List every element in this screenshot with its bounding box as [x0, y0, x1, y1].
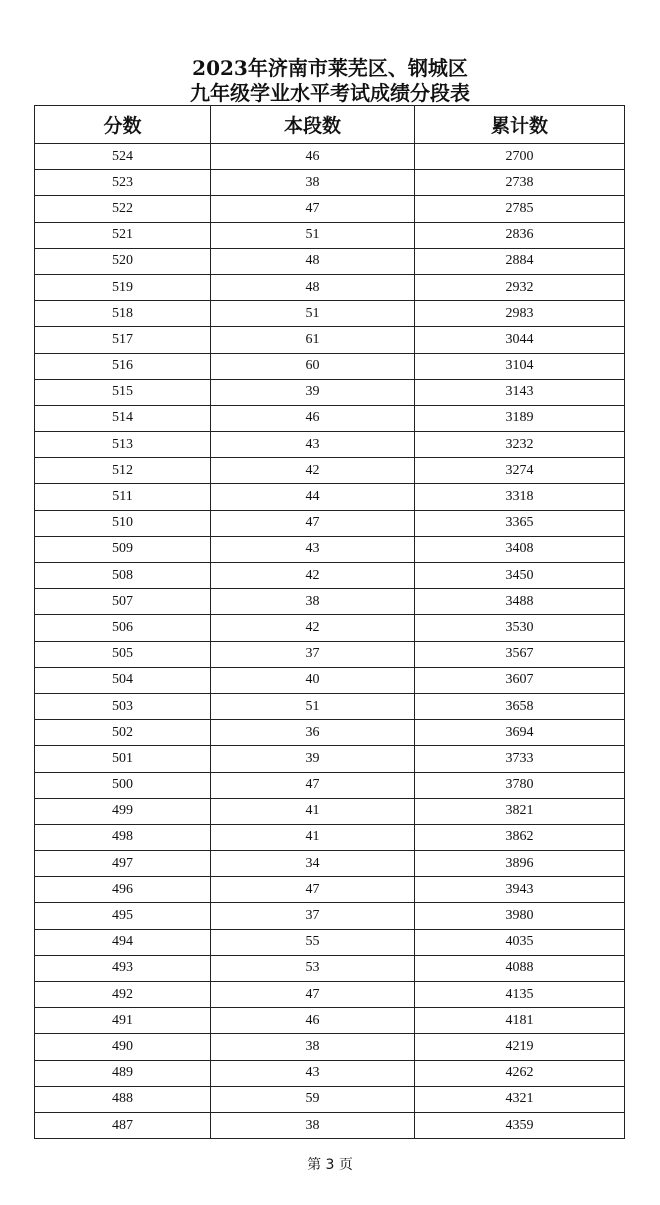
cell-cumulative-count: 2932 — [415, 274, 625, 300]
cell-cumulative-count: 3658 — [415, 693, 625, 719]
table-row — [35, 458, 625, 484]
cell-score: 518 — [35, 301, 211, 327]
cell-cumulative-count: 3896 — [415, 851, 625, 877]
cell-score: 496 — [35, 877, 211, 903]
table-row — [35, 563, 625, 589]
cell-score: 487 — [35, 1112, 211, 1138]
cell-segment-count: 43 — [211, 1060, 415, 1086]
cell-cumulative-count: 3733 — [415, 746, 625, 772]
cell-segment-count: 42 — [211, 615, 415, 641]
cell-segment-count: 39 — [211, 379, 415, 405]
cell-score: 504 — [35, 667, 211, 693]
cell-segment-count: 51 — [211, 693, 415, 719]
cell-segment-count: 46 — [211, 144, 415, 170]
table-row — [35, 196, 625, 222]
table-row — [35, 301, 625, 327]
cell-segment-count: 59 — [211, 1086, 415, 1112]
cell-cumulative-count: 4035 — [415, 929, 625, 955]
cell-score: 520 — [35, 248, 211, 274]
header-cumulative-count: 累计数 — [415, 106, 625, 144]
table-row — [35, 641, 625, 667]
cell-cumulative-count: 3567 — [415, 641, 625, 667]
table-row — [35, 824, 625, 850]
cell-segment-count: 43 — [211, 432, 415, 458]
table-row — [35, 405, 625, 431]
cell-cumulative-count: 2836 — [415, 222, 625, 248]
cell-segment-count: 36 — [211, 720, 415, 746]
cell-cumulative-count: 4321 — [415, 1086, 625, 1112]
table-row — [35, 170, 625, 196]
table-row — [35, 432, 625, 458]
cell-segment-count: 38 — [211, 170, 415, 196]
cell-score: 523 — [35, 170, 211, 196]
cell-cumulative-count: 3780 — [415, 772, 625, 798]
cell-score: 497 — [35, 851, 211, 877]
cell-cumulative-count: 3980 — [415, 903, 625, 929]
cell-cumulative-count: 3274 — [415, 458, 625, 484]
cell-segment-count: 55 — [211, 929, 415, 955]
table-body — [35, 144, 625, 1139]
cell-cumulative-count: 3365 — [415, 510, 625, 536]
cell-segment-count: 38 — [211, 1112, 415, 1138]
cell-score: 502 — [35, 720, 211, 746]
cell-cumulative-count: 3143 — [415, 379, 625, 405]
cell-cumulative-count: 3450 — [415, 563, 625, 589]
cell-segment-count: 43 — [211, 536, 415, 562]
cell-segment-count: 37 — [211, 641, 415, 667]
cell-cumulative-count: 3318 — [415, 484, 625, 510]
cell-score: 509 — [35, 536, 211, 562]
table-row — [35, 589, 625, 615]
cell-score: 522 — [35, 196, 211, 222]
page-number: 第 3 页 — [307, 1157, 353, 1173]
cell-segment-count: 47 — [211, 877, 415, 903]
cell-score: 498 — [35, 824, 211, 850]
cell-segment-count: 47 — [211, 982, 415, 1008]
cell-score: 524 — [35, 144, 211, 170]
table-row — [35, 379, 625, 405]
cell-cumulative-count: 4359 — [415, 1112, 625, 1138]
table-row — [35, 248, 625, 274]
cell-score: 519 — [35, 274, 211, 300]
cell-segment-count: 40 — [211, 667, 415, 693]
cell-cumulative-count: 3943 — [415, 877, 625, 903]
cell-score: 516 — [35, 353, 211, 379]
cell-cumulative-count: 3189 — [415, 405, 625, 431]
table-row — [35, 851, 625, 877]
cell-segment-count: 61 — [211, 327, 415, 353]
table-row — [35, 929, 625, 955]
cell-score: 514 — [35, 405, 211, 431]
cell-score: 513 — [35, 432, 211, 458]
table-row — [35, 484, 625, 510]
cell-cumulative-count: 4135 — [415, 982, 625, 1008]
cell-cumulative-count: 3821 — [415, 798, 625, 824]
score-distribution-table — [34, 105, 625, 1139]
cell-segment-count: 46 — [211, 1008, 415, 1034]
cell-score: 490 — [35, 1034, 211, 1060]
cell-segment-count: 46 — [211, 405, 415, 431]
cell-cumulative-count: 2785 — [415, 196, 625, 222]
cell-score: 489 — [35, 1060, 211, 1086]
cell-cumulative-count: 4219 — [415, 1034, 625, 1060]
cell-score: 488 — [35, 1086, 211, 1112]
cell-score: 512 — [35, 458, 211, 484]
cell-score: 515 — [35, 379, 211, 405]
cell-score: 500 — [35, 772, 211, 798]
cell-score: 493 — [35, 955, 211, 981]
table-row — [35, 982, 625, 1008]
cell-score: 495 — [35, 903, 211, 929]
document-title — [0, 56, 660, 106]
table-row — [35, 1060, 625, 1086]
table-row — [35, 1086, 625, 1112]
header-segment-count: 本段数 — [211, 106, 415, 144]
header-score: 分数 — [35, 106, 211, 144]
cell-segment-count: 39 — [211, 746, 415, 772]
title-line-2: 九年级学业水平考试成绩分段表 — [190, 81, 470, 105]
table-row — [35, 222, 625, 248]
table-row — [35, 353, 625, 379]
cell-segment-count: 44 — [211, 484, 415, 510]
title-line-1: 2023年济南市莱芜区、钢城区 — [192, 56, 468, 80]
cell-score: 506 — [35, 615, 211, 641]
cell-segment-count: 42 — [211, 458, 415, 484]
cell-cumulative-count: 3408 — [415, 536, 625, 562]
cell-score: 491 — [35, 1008, 211, 1034]
table-row — [35, 1008, 625, 1034]
table-row — [35, 877, 625, 903]
cell-score: 507 — [35, 589, 211, 615]
cell-cumulative-count: 2700 — [415, 144, 625, 170]
cell-cumulative-count: 3232 — [415, 432, 625, 458]
cell-score: 503 — [35, 693, 211, 719]
cell-score: 510 — [35, 510, 211, 536]
cell-segment-count: 47 — [211, 772, 415, 798]
cell-score: 508 — [35, 563, 211, 589]
cell-cumulative-count: 3607 — [415, 667, 625, 693]
cell-cumulative-count: 3104 — [415, 353, 625, 379]
cell-segment-count: 53 — [211, 955, 415, 981]
table-row — [35, 903, 625, 929]
table-row — [35, 693, 625, 719]
table-header-row — [35, 106, 625, 144]
table-row — [35, 955, 625, 981]
cell-score: 501 — [35, 746, 211, 772]
cell-segment-count: 47 — [211, 510, 415, 536]
cell-segment-count: 38 — [211, 1034, 415, 1060]
cell-score: 517 — [35, 327, 211, 353]
cell-cumulative-count: 4262 — [415, 1060, 625, 1086]
table-row — [35, 720, 625, 746]
table-row — [35, 510, 625, 536]
cell-score: 499 — [35, 798, 211, 824]
cell-cumulative-count: 3044 — [415, 327, 625, 353]
cell-segment-count: 42 — [211, 563, 415, 589]
cell-segment-count: 38 — [211, 589, 415, 615]
table-row — [35, 144, 625, 170]
cell-score: 494 — [35, 929, 211, 955]
cell-segment-count: 51 — [211, 301, 415, 327]
cell-cumulative-count: 4088 — [415, 955, 625, 981]
cell-score: 492 — [35, 982, 211, 1008]
table-row — [35, 772, 625, 798]
cell-segment-count: 60 — [211, 353, 415, 379]
cell-segment-count: 48 — [211, 248, 415, 274]
table-row — [35, 274, 625, 300]
table-row — [35, 746, 625, 772]
cell-cumulative-count: 2983 — [415, 301, 625, 327]
table-row — [35, 667, 625, 693]
cell-segment-count: 41 — [211, 798, 415, 824]
cell-segment-count: 37 — [211, 903, 415, 929]
cell-segment-count: 51 — [211, 222, 415, 248]
cell-score: 505 — [35, 641, 211, 667]
cell-segment-count: 48 — [211, 274, 415, 300]
cell-segment-count: 47 — [211, 196, 415, 222]
table-row — [35, 536, 625, 562]
table-row — [35, 327, 625, 353]
table-row — [35, 615, 625, 641]
cell-cumulative-count: 4181 — [415, 1008, 625, 1034]
cell-score: 521 — [35, 222, 211, 248]
cell-cumulative-count: 3488 — [415, 589, 625, 615]
cell-segment-count: 41 — [211, 824, 415, 850]
table-row — [35, 1112, 625, 1138]
table-row — [35, 1034, 625, 1060]
cell-segment-count: 34 — [211, 851, 415, 877]
cell-cumulative-count: 2884 — [415, 248, 625, 274]
cell-cumulative-count: 3862 — [415, 824, 625, 850]
cell-cumulative-count: 2738 — [415, 170, 625, 196]
table-row — [35, 798, 625, 824]
cell-cumulative-count: 3530 — [415, 615, 625, 641]
cell-score: 511 — [35, 484, 211, 510]
cell-cumulative-count: 3694 — [415, 720, 625, 746]
